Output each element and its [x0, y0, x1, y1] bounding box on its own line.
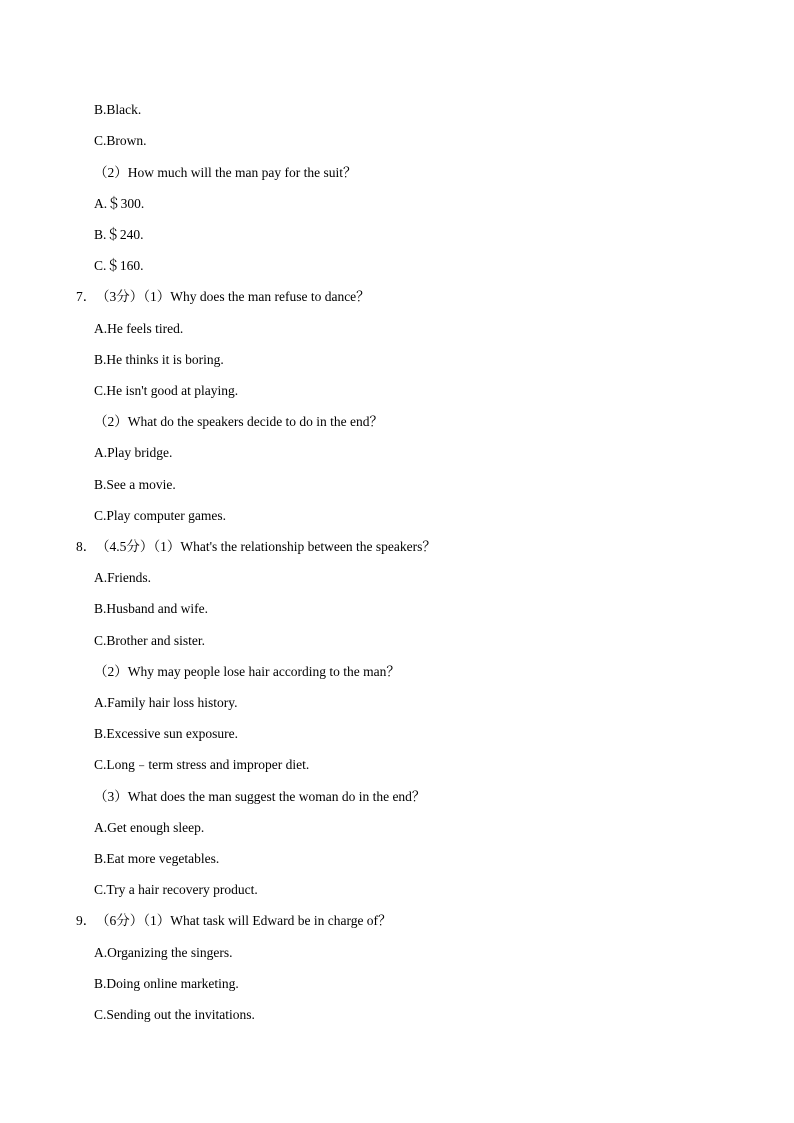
q8-sub2-option-c: C.Long﹣term stress and improper diet. [94, 757, 310, 772]
q6-sub2-option-c: C.＄160. [94, 258, 144, 273]
q8-sub1-option-a: A.Friends. [94, 570, 151, 585]
q9-sub1-option-a: A.Organizing the singers. [94, 945, 233, 960]
q8-sub2-option-b: B.Excessive sun exposure. [94, 726, 238, 741]
q7-sub2-option-b: B.See a movie. [94, 477, 176, 492]
q9-sub1-option-c: C.Sending out the invitations. [94, 1007, 255, 1022]
q7-sub2-option-a: A.Play bridge. [94, 445, 173, 460]
q7-sub1-option-b: B.He thinks it is boring. [94, 352, 224, 367]
q6-sub1-option-b: B.Black. [94, 102, 142, 117]
q7-sub2-prompt: （2）What do the speakers decide to do in the end？ [94, 414, 384, 429]
q9-sub1-option-b: B.Doing online marketing. [94, 976, 239, 991]
question-7-sub1-prompt: （1）Why does the man refuse to dance？ [143, 289, 370, 304]
question-number: 7． [76, 289, 97, 304]
q8-sub2-option-a: A.Family hair loss history. [94, 695, 238, 710]
q8-sub3-option-c: C.Try a hair recovery product. [94, 882, 258, 897]
question-9-header [76, 913, 392, 929]
question-score: （4.5分） [96, 539, 154, 554]
question-score: （6分） [96, 913, 144, 928]
q7-sub1-option-a: A.He feels tired. [94, 321, 184, 336]
q6-sub2-option-b: B.＄240. [94, 227, 144, 242]
question-score: （3分） [96, 289, 144, 304]
q8-sub3-option-a: A.Get enough sleep. [94, 820, 205, 835]
q8-sub2-prompt: （2）Why may people lose hair according to the man？ [94, 664, 400, 679]
q8-sub3-option-b: B.Eat more vegetables. [94, 851, 220, 866]
q6-sub2-prompt: （2）How much will the man pay for the suit？ [94, 165, 357, 180]
q7-sub1-option-c: C.He isn't good at playing. [94, 383, 239, 398]
question-9-sub1-prompt: （1）What task will Edward be in charge of？ [143, 913, 392, 928]
question-7-header [76, 289, 370, 305]
question-number: 9． [76, 913, 97, 928]
question-8-sub1-prompt: （1）What's the relationship between the speakers？ [153, 539, 436, 554]
q6-sub1-option-c: C.Brown. [94, 133, 147, 148]
question-number: 8． [76, 539, 97, 554]
q7-sub2-option-c: C.Play computer games. [94, 508, 226, 523]
question-8-header [76, 539, 436, 555]
q8-sub1-option-c: C.Brother and sister. [94, 633, 205, 648]
q6-sub2-option-a: A.＄300. [94, 196, 145, 211]
q8-sub1-option-b: B.Husband and wife. [94, 601, 208, 616]
q8-sub3-prompt: （3）What does the man suggest the woman do in the end？ [94, 789, 426, 804]
